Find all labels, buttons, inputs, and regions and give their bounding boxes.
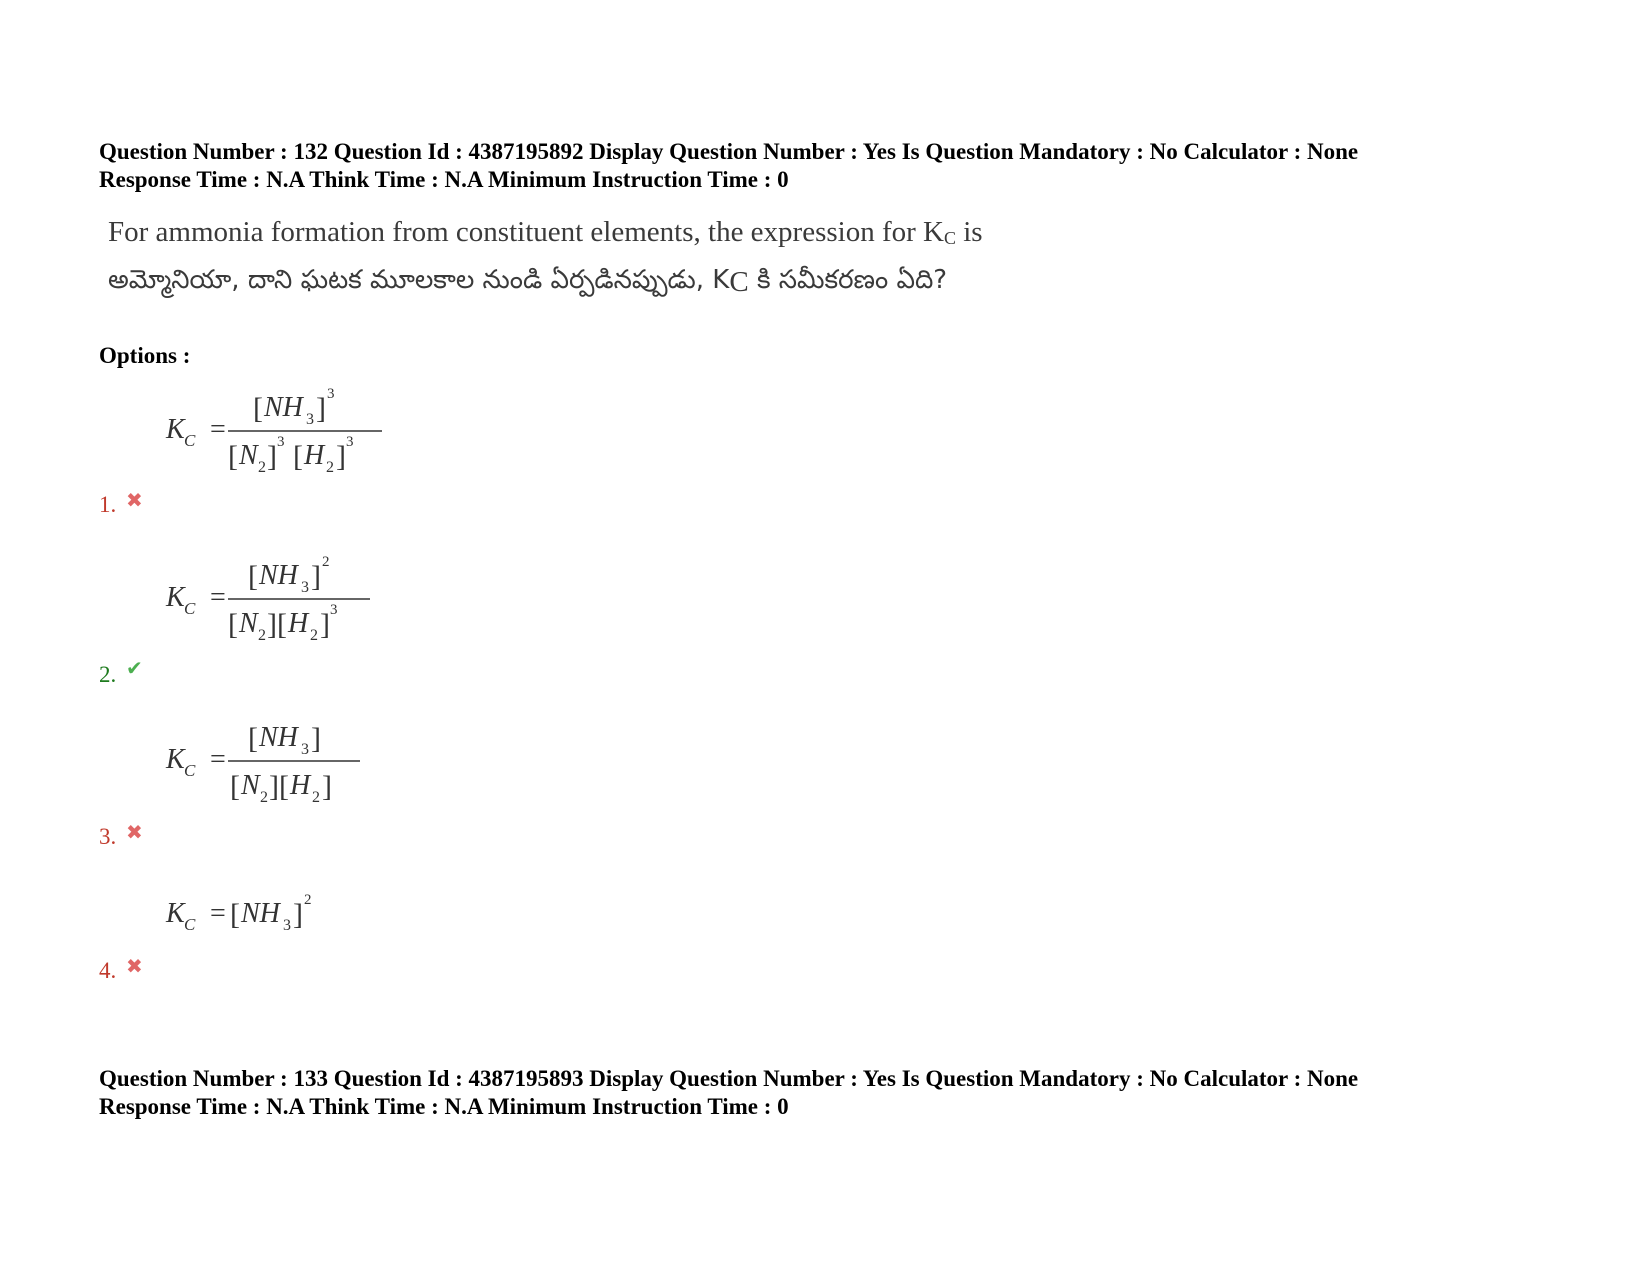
svg-text:[: [: [253, 392, 263, 425]
option-3-formula: [160, 710, 400, 810]
svg-text:2: 2: [310, 627, 318, 644]
svg-text:]: ]: [311, 560, 321, 593]
svg-text:3: 3: [330, 602, 338, 618]
svg-text:H: H: [290, 770, 311, 801]
svg-text:NH: NH: [264, 392, 303, 423]
svg-text:[: [: [293, 440, 303, 473]
svg-text:]: ]: [293, 898, 303, 931]
question-text-telugu: అమ్మోనియా, దాని ఘటక మూలకాల నుండి ఏర్పడినప్పుడు, $K_C$ కి సమీకరణం ఏది?: [108, 265, 948, 298]
svg-text:]: ]: [267, 608, 277, 641]
option-2-formula: [160, 548, 400, 648]
check-icon: ✔: [126, 656, 143, 680]
option-2-number: 2.: [99, 662, 117, 687]
svg-text:=: =: [210, 744, 226, 775]
svg-text:[: [: [230, 770, 240, 803]
svg-text:]: ]: [267, 440, 277, 473]
question-133-meta-line-2: Response Time : N.A Think Time : N.A Minimum Instruction Time : 0: [99, 1094, 789, 1119]
svg-text:3: 3: [283, 917, 291, 934]
svg-text:2: 2: [258, 459, 266, 476]
question-132-meta-line-1: Question Number : 132 Question Id : 4387195892 Display Question Number : Yes Is Question Mandatory : No Calculator : None: [99, 139, 1359, 164]
option-2[interactable]: [0, 548, 600, 688]
svg-text:3: 3: [301, 741, 309, 758]
svg-text:C: C: [184, 431, 196, 450]
svg-text:=: =: [210, 582, 226, 613]
svg-text:]: ]: [322, 770, 332, 803]
svg-text:K: K: [166, 898, 185, 929]
option-1-number: 1.: [99, 492, 117, 517]
svg-text:[: [: [248, 560, 258, 593]
svg-text:]: ]: [320, 608, 330, 641]
svg-text:N: N: [239, 440, 258, 471]
svg-text:N: N: [239, 608, 258, 639]
cross-icon: ✖: [126, 488, 143, 512]
svg-text:3: 3: [301, 579, 309, 596]
svg-text:K: K: [166, 744, 185, 775]
svg-text:=: =: [210, 414, 226, 445]
svg-text:]: ]: [269, 770, 279, 803]
svg-text:2: 2: [322, 554, 330, 570]
option-3-number: 3.: [99, 824, 117, 849]
svg-text:K: K: [166, 582, 185, 613]
svg-text:[: [: [228, 440, 238, 473]
svg-text:[: [: [279, 770, 289, 803]
svg-text:3: 3: [306, 411, 314, 428]
option-4-formula: [160, 880, 400, 940]
question-132-meta-line-2: Response Time : N.A Think Time : N.A Minimum Instruction Time : 0: [99, 167, 789, 192]
svg-text:[: [: [228, 608, 238, 641]
svg-text:C: C: [184, 761, 196, 780]
svg-text:H: H: [288, 608, 309, 639]
svg-text:NH: NH: [259, 722, 298, 753]
svg-text:2: 2: [260, 789, 268, 806]
svg-text:H: H: [304, 440, 325, 471]
svg-text:3: 3: [327, 386, 335, 402]
svg-text:[: [: [230, 898, 240, 931]
svg-text:C: C: [184, 915, 196, 934]
question-text-english: For ammonia formation from constituent elements, the expression for $K_C$ is: [108, 216, 983, 248]
cross-icon: ✖: [126, 954, 143, 978]
svg-text:[: [: [277, 608, 287, 641]
options-label: Options :: [99, 343, 191, 368]
svg-text:2: 2: [326, 459, 334, 476]
option-4-number: 4.: [99, 958, 117, 983]
svg-text:N: N: [241, 770, 260, 801]
svg-text:NH: NH: [241, 898, 280, 929]
svg-text:3: 3: [277, 434, 285, 450]
formula-k: K: [166, 414, 185, 445]
svg-text:2: 2: [258, 627, 266, 644]
option-3[interactable]: [0, 710, 600, 850]
svg-text:]: ]: [316, 392, 326, 425]
option-4[interactable]: [0, 880, 600, 1020]
svg-text:[: [: [248, 722, 258, 755]
svg-text:]: ]: [336, 440, 346, 473]
question-text-image: [108, 208, 983, 304]
option-1-formula: [160, 380, 400, 480]
svg-text:C: C: [184, 599, 196, 618]
svg-text:2: 2: [312, 789, 320, 806]
question-133-meta-line-1: Question Number : 133 Question Id : 4387195893 Display Question Number : Yes Is Question Mandatory : No Calculator : None: [99, 1066, 1359, 1091]
svg-text:3: 3: [346, 434, 354, 450]
svg-text:2: 2: [304, 892, 312, 908]
svg-text:=: =: [210, 898, 226, 929]
option-1[interactable]: [0, 380, 600, 520]
svg-text:]: ]: [311, 722, 321, 755]
cross-icon: ✖: [126, 820, 143, 844]
svg-text:NH: NH: [259, 560, 298, 591]
